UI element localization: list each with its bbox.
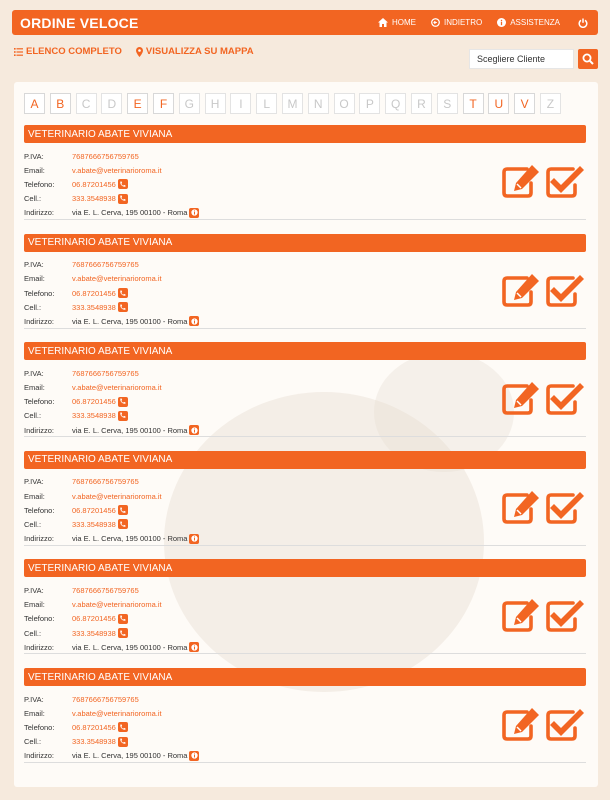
client-list-panel — [14, 82, 598, 787]
phone-icon[interactable] — [118, 505, 128, 515]
piva-label: P.IVA: — [24, 694, 44, 704]
check-square-icon — [545, 729, 585, 746]
piva-row — [24, 475, 586, 489]
top-bar — [12, 10, 598, 35]
telefono-label: Telefono: — [24, 722, 55, 732]
client-actions — [501, 706, 585, 742]
client-name[interactable]: VETERINARIO ABATE VIVIANA — [24, 125, 586, 143]
info-icon[interactable] — [189, 316, 199, 326]
telefono-value: 06.87201456 — [72, 614, 116, 624]
edit-button[interactable] — [501, 380, 541, 416]
letter-filter-a[interactable]: A — [24, 93, 45, 114]
client-name[interactable]: VETERINARIO ABATE VIVIANA — [24, 451, 586, 469]
nav-back-label: INDIETRO — [443, 18, 483, 27]
alphabet-filter — [24, 93, 566, 114]
letter-filter-h[interactable]: H — [205, 93, 226, 114]
search-button[interactable] — [578, 49, 598, 69]
telefono-label: Telefono: — [24, 179, 55, 189]
indirizzo-text: via E. L. Cerva, 195 00100 - Roma — [72, 208, 188, 218]
telefono-value: 06.87201456 — [72, 722, 116, 732]
indirizzo-value — [72, 751, 199, 761]
piva-row — [24, 366, 586, 380]
cell-link[interactable] — [72, 194, 128, 204]
edit-icon — [501, 620, 541, 637]
indirizzo-text: via E. L. Cerva, 195 00100 - Roma — [72, 316, 188, 326]
telefono-link[interactable] — [72, 288, 128, 298]
letter-filter-z[interactable]: Z — [540, 93, 561, 114]
nav-home-label: HOME — [391, 18, 416, 27]
phone-icon[interactable] — [118, 628, 128, 638]
edit-icon — [501, 729, 541, 746]
telefono-value: 06.87201456 — [72, 505, 116, 515]
divider — [24, 219, 586, 220]
cell-label: Cell.: — [24, 737, 42, 747]
client-card — [24, 451, 586, 546]
nav-assistance-label: ASSISTENZA — [510, 18, 560, 27]
letter-filter-f[interactable]: F — [153, 93, 174, 114]
cell-link[interactable] — [72, 737, 128, 747]
indirizzo-label: Indirizzo: — [24, 316, 55, 326]
piva-row — [24, 583, 586, 597]
letter-filter-l[interactable]: L — [256, 93, 277, 114]
edit-icon — [501, 186, 541, 203]
email-link[interactable]: v.abate@veterinarioroma.it — [72, 600, 162, 610]
telefono-label: Telefono: — [24, 288, 55, 298]
check-square-icon — [545, 512, 585, 529]
indirizzo-value — [72, 208, 199, 218]
piva-value: 7687666756759765 — [72, 477, 139, 487]
client-name[interactable]: VETERINARIO ABATE VIVIANA — [24, 668, 586, 686]
letter-filter-n[interactable]: N — [308, 93, 329, 114]
client-name[interactable]: VETERINARIO ABATE VIVIANA — [24, 234, 586, 252]
letter-filter-i[interactable]: I — [230, 93, 251, 114]
cell-label: Cell.: — [24, 628, 42, 638]
check-square-icon — [545, 620, 585, 637]
cell-value: 333.3548938 — [72, 302, 116, 312]
select-client-button[interactable] — [545, 597, 585, 633]
cell-label: Cell.: — [24, 302, 42, 312]
cell-link[interactable] — [72, 302, 128, 312]
select-client-button[interactable] — [545, 163, 585, 199]
piva-label: P.IVA: — [24, 477, 44, 487]
client-search — [469, 49, 598, 69]
letter-filter-v[interactable]: V — [514, 93, 535, 114]
client-actions — [501, 597, 585, 633]
indirizzo-text: via E. L. Cerva, 195 00100 - Roma — [72, 751, 188, 761]
client-name[interactable]: VETERINARIO ABATE VIVIANA — [24, 559, 586, 577]
piva-value: 7687666756759765 — [72, 260, 139, 270]
search-icon — [582, 53, 594, 65]
email-label: Email: — [24, 600, 45, 610]
edit-button[interactable] — [501, 272, 541, 308]
nav-assistance[interactable] — [497, 18, 560, 27]
phone-icon[interactable] — [118, 614, 128, 624]
piva-label: P.IVA: — [24, 585, 44, 595]
letter-filter-t[interactable]: T — [463, 93, 484, 114]
edit-icon — [501, 512, 541, 529]
letter-filter-s[interactable]: S — [437, 93, 458, 114]
indirizzo-text: via E. L. Cerva, 195 00100 - Roma — [72, 534, 188, 544]
indirizzo-label: Indirizzo: — [24, 534, 55, 544]
divider — [24, 762, 586, 763]
telefono-value: 06.87201456 — [72, 288, 116, 298]
check-square-icon — [545, 403, 585, 420]
phone-icon[interactable] — [118, 179, 128, 189]
email-label: Email: — [24, 708, 45, 718]
phone-icon[interactable] — [118, 288, 128, 298]
nav-home[interactable] — [378, 18, 416, 27]
map-link[interactable] — [136, 46, 254, 57]
email-link[interactable]: v.abate@veterinarioroma.it — [72, 382, 162, 392]
piva-row — [24, 692, 586, 706]
piva-row — [24, 149, 586, 163]
email-link[interactable]: v.abate@veterinarioroma.it — [72, 274, 162, 284]
list-icon — [14, 48, 23, 56]
telefono-value: 06.87201456 — [72, 397, 116, 407]
info-icon[interactable] — [189, 751, 199, 761]
select-client-button[interactable] — [545, 706, 585, 742]
edit-icon — [501, 295, 541, 312]
telefono-link[interactable] — [72, 397, 128, 407]
client-actions — [501, 163, 585, 199]
cell-label: Cell.: — [24, 194, 42, 204]
check-square-icon — [545, 186, 585, 203]
home-icon — [378, 18, 388, 27]
edit-button[interactable] — [501, 489, 541, 525]
piva-label: P.IVA: — [24, 368, 44, 378]
email-label: Email: — [24, 165, 45, 175]
indirizzo-text: via E. L. Cerva, 195 00100 - Roma — [72, 425, 188, 435]
email-label: Email: — [24, 491, 45, 501]
cell-value: 333.3548938 — [72, 737, 116, 747]
letter-filter-q[interactable]: Q — [385, 93, 406, 114]
indirizzo-value — [72, 425, 199, 435]
email-label: Email: — [24, 382, 45, 392]
letter-filter-p[interactable]: P — [359, 93, 380, 114]
email-link[interactable]: v.abate@veterinarioroma.it — [72, 165, 162, 175]
divider — [24, 328, 586, 329]
indirizzo-row — [24, 423, 586, 437]
top-nav — [363, 18, 588, 28]
client-actions — [501, 489, 585, 525]
piva-value: 7687666756759765 — [72, 585, 139, 595]
info-icon[interactable] — [189, 208, 199, 218]
indirizzo-row — [24, 532, 586, 546]
client-name[interactable]: VETERINARIO ABATE VIVIANA — [24, 342, 586, 360]
telefono-link[interactable] — [72, 722, 128, 732]
select-client-button[interactable] — [545, 489, 585, 525]
letter-filter-u[interactable]: U — [488, 93, 509, 114]
map-marker-icon — [136, 47, 143, 57]
letter-filter-o[interactable]: O — [334, 93, 355, 114]
client-card — [24, 559, 586, 654]
indirizzo-row — [24, 640, 586, 654]
indirizzo-row — [24, 206, 586, 220]
email-link[interactable]: v.abate@veterinarioroma.it — [72, 708, 162, 718]
back-icon — [431, 18, 440, 27]
letter-filter-d[interactable]: D — [101, 93, 122, 114]
info-icon[interactable] — [189, 642, 199, 652]
phone-icon[interactable] — [118, 302, 128, 312]
piva-row — [24, 258, 586, 272]
cell-link[interactable] — [72, 628, 128, 638]
edit-button[interactable] — [501, 597, 541, 633]
email-link[interactable]: v.abate@veterinarioroma.it — [72, 491, 162, 501]
app-title: ORDINE VELOCE — [20, 14, 139, 31]
indirizzo-row — [24, 749, 586, 763]
letter-filter-b[interactable]: B — [50, 93, 71, 114]
piva-label: P.IVA: — [24, 151, 44, 161]
indirizzo-label: Indirizzo: — [24, 208, 55, 218]
edit-button[interactable] — [501, 163, 541, 199]
cell-value: 333.3548938 — [72, 628, 116, 638]
client-card — [24, 342, 586, 437]
power-icon — [578, 18, 588, 28]
check-square-icon — [545, 295, 585, 312]
phone-icon[interactable] — [118, 722, 128, 732]
full-list-link[interactable] — [14, 46, 122, 57]
client-actions — [501, 272, 585, 308]
info-icon[interactable] — [189, 534, 199, 544]
sub-nav — [14, 46, 268, 57]
select-client-button[interactable] — [545, 272, 585, 308]
letter-filter-g[interactable]: G — [179, 93, 200, 114]
phone-icon[interactable] — [118, 194, 128, 204]
client-card — [24, 668, 586, 763]
divider — [24, 436, 586, 437]
cell-label: Cell.: — [24, 411, 42, 421]
telefono-link[interactable] — [72, 179, 128, 189]
piva-label: P.IVA: — [24, 260, 44, 270]
cell-value: 333.3548938 — [72, 519, 116, 529]
phone-icon[interactable] — [118, 397, 128, 407]
letter-filter-c[interactable]: C — [76, 93, 97, 114]
telefono-value: 06.87201456 — [72, 179, 116, 189]
client-actions — [501, 380, 585, 416]
piva-value: 7687666756759765 — [72, 368, 139, 378]
indirizzo-row — [24, 314, 586, 328]
map-label: VISUALIZZA SU MAPPA — [145, 46, 254, 57]
telefono-link[interactable] — [72, 614, 128, 624]
select-client-button[interactable] — [545, 380, 585, 416]
indirizzo-value — [72, 316, 199, 326]
telefono-link[interactable] — [72, 505, 128, 515]
email-label: Email: — [24, 274, 45, 284]
cell-value: 333.3548938 — [72, 194, 116, 204]
cell-link[interactable] — [72, 519, 128, 529]
nav-back[interactable] — [431, 18, 482, 27]
letter-filter-r[interactable]: R — [411, 93, 432, 114]
cell-value: 333.3548938 — [72, 411, 116, 421]
letter-filter-e[interactable]: E — [127, 93, 148, 114]
indirizzo-label: Indirizzo: — [24, 642, 55, 652]
info-icon[interactable] — [189, 425, 199, 435]
piva-value: 7687666756759765 — [72, 694, 139, 704]
indirizzo-value — [72, 534, 199, 544]
indirizzo-label: Indirizzo: — [24, 751, 55, 761]
indirizzo-value — [72, 642, 199, 652]
piva-value: 7687666756759765 — [72, 151, 139, 161]
indirizzo-text: via E. L. Cerva, 195 00100 - Roma — [72, 642, 188, 652]
telefono-label: Telefono: — [24, 614, 55, 624]
indirizzo-label: Indirizzo: — [24, 425, 55, 435]
cell-link[interactable] — [72, 411, 128, 421]
power-button[interactable] — [578, 18, 588, 28]
letter-filter-m[interactable]: M — [282, 93, 303, 114]
client-card — [24, 234, 586, 329]
phone-icon[interactable] — [118, 737, 128, 747]
telefono-label: Telefono: — [24, 397, 55, 407]
divider — [24, 653, 586, 654]
info-icon — [497, 18, 506, 27]
divider — [24, 545, 586, 546]
client-card — [24, 125, 586, 220]
client-search-input[interactable] — [469, 49, 574, 69]
telefono-label: Telefono: — [24, 505, 55, 515]
edit-icon — [501, 403, 541, 420]
phone-icon[interactable] — [118, 411, 128, 421]
phone-icon[interactable] — [118, 519, 128, 529]
full-list-label: ELENCO COMPLETO — [26, 46, 122, 57]
edit-button[interactable] — [501, 706, 541, 742]
cell-label: Cell.: — [24, 519, 42, 529]
